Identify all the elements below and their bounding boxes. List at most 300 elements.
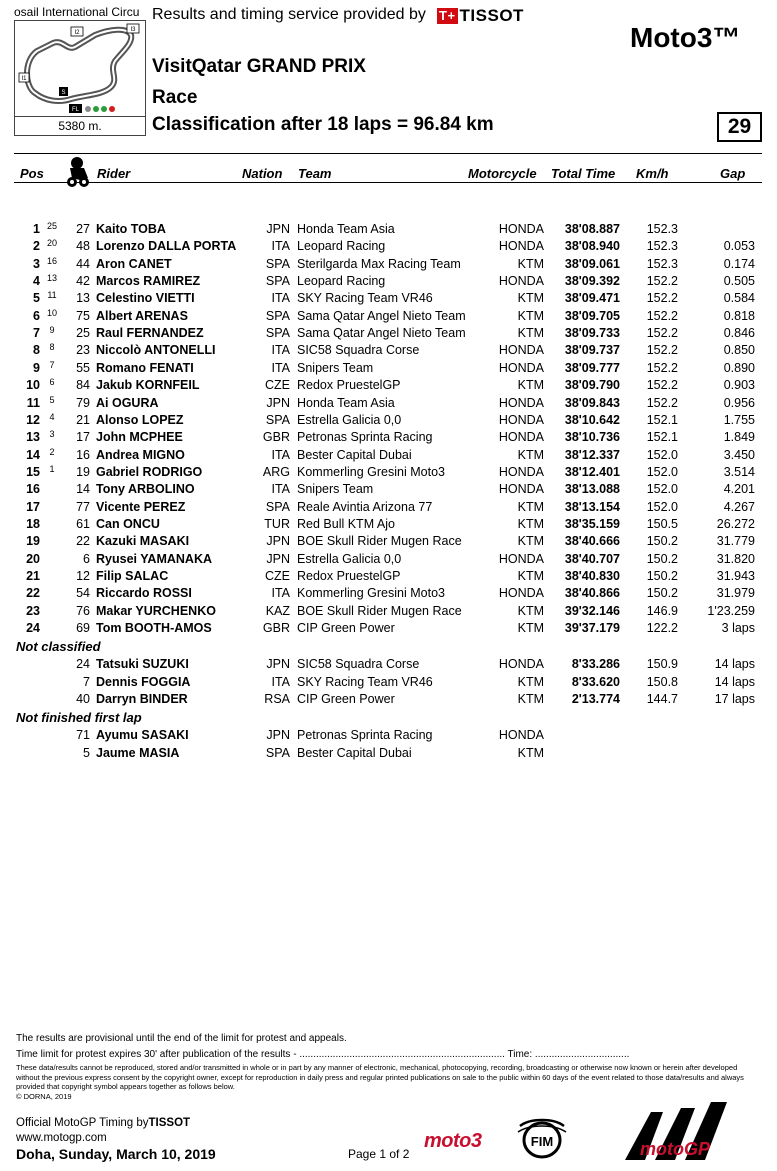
position: 12 (26, 412, 40, 427)
rider-number: 55 (76, 360, 90, 375)
speed-kmh: 122.2 (646, 621, 678, 636)
gap: 14 laps (714, 674, 755, 689)
team: SKY Racing Team VR46 (297, 291, 433, 306)
grid-position: 8 (49, 342, 55, 353)
nation: SPA (265, 745, 290, 760)
rider-number: 44 (76, 256, 90, 271)
position: 19 (26, 534, 40, 549)
nation: KAZ (265, 603, 290, 618)
circuit-length: 5380 m. (14, 117, 146, 136)
rider-name: Celestino VIETTI (96, 291, 195, 306)
col-rider: Rider (97, 166, 131, 181)
nation: JPN (266, 534, 290, 549)
team: Petronas Sprinta Racing (297, 430, 433, 445)
svg-text:FIM: FIM (530, 1134, 554, 1149)
gap: 3.450 (723, 447, 755, 462)
svg-text:motoGP: motoGP (640, 1139, 710, 1159)
position: 1 (33, 222, 40, 236)
motorcycle: KTM (517, 447, 544, 462)
nation: SPA (265, 274, 290, 289)
nation: SPA (265, 326, 290, 341)
not-finished-heading: Not finished first lap (16, 710, 142, 726)
team: Snipers Team (297, 360, 374, 375)
event-title: VisitQatar GRAND PRIX (152, 56, 366, 77)
team: Bester Capital Dubai (297, 745, 412, 760)
nation: ITA (271, 291, 290, 306)
gap: 0.053 (723, 239, 755, 254)
motorcycle: KTM (517, 326, 544, 341)
svg-text:I3: I3 (130, 27, 136, 33)
speed-kmh: 152.2 (646, 291, 678, 306)
motorcycle: KTM (517, 692, 544, 707)
motorcycle: HONDA (498, 343, 544, 358)
motogp-logo (615, 1100, 735, 1171)
speed-kmh: 150.8 (646, 674, 678, 689)
speed-kmh: 152.0 (646, 464, 678, 479)
grid-position: 11 (47, 290, 57, 301)
rider-number: 48 (76, 239, 90, 254)
rider-name: Filip SALAC (96, 569, 169, 583)
table-row (0, 585, 777, 602)
col-total-time: Total Time (551, 166, 616, 181)
position: 16 (26, 482, 40, 497)
speed-kmh: 152.2 (646, 395, 678, 410)
col-kmh: Km/h (636, 166, 669, 181)
grid-position: 3 (49, 429, 55, 440)
gap: 1.755 (723, 412, 755, 427)
rider-name: Lorenzo DALLA PORTA (96, 239, 237, 254)
nation: JPN (266, 728, 290, 743)
session-title: Race (152, 87, 198, 108)
rider-name: Jakub KORNFEIL (96, 378, 200, 393)
speed-kmh: 150.9 (646, 657, 678, 672)
position: 7 (33, 326, 40, 341)
svg-text:S: S (61, 90, 66, 96)
position: 24 (26, 621, 40, 636)
total-time: 38'09.392 (564, 274, 620, 289)
motorcycle: KTM (517, 621, 544, 636)
team: Reale Avintia Arizona 77 (297, 499, 433, 514)
total-time: 38'08.887 (564, 222, 620, 236)
nation: ITA (271, 239, 290, 254)
col-team: Team (298, 166, 332, 181)
rider-number: 40 (76, 692, 90, 707)
position: 14 (26, 447, 40, 462)
speed-kmh: 152.1 (646, 412, 678, 427)
speed-kmh: 152.2 (646, 326, 678, 341)
motorcycle: HONDA (498, 412, 544, 427)
team: BOE Skull Rider Mugen Race (297, 603, 462, 618)
table-row (0, 412, 777, 429)
total-time: 8'33.286 (571, 657, 620, 672)
table-row (0, 533, 777, 550)
table-row (0, 325, 777, 342)
speed-kmh: 150.2 (646, 586, 678, 601)
rider-number: 7 (83, 674, 90, 689)
team: SIC58 Squadra Corse (297, 657, 420, 672)
table-row (0, 674, 777, 691)
gap: 0.846 (723, 326, 755, 341)
gap: 3 laps (721, 621, 755, 636)
rider-name: Darryn BINDER (96, 692, 188, 707)
total-time: 38'09.843 (564, 395, 620, 410)
total-time: 38'40.666 (564, 534, 620, 549)
event-date: Doha, Sunday, March 10, 2019 (16, 1146, 216, 1162)
nation: RSA (264, 692, 290, 707)
nation: ITA (271, 360, 290, 375)
nation: SPA (265, 412, 290, 427)
speed-kmh: 150.5 (646, 516, 678, 531)
rider-name: Kaito TOBA (96, 222, 166, 236)
speed-kmh: 152.3 (646, 239, 678, 254)
table-row (0, 273, 777, 290)
total-time: 2'13.774 (571, 692, 620, 707)
tissot-cross-icon: T+ (439, 8, 456, 23)
speed-kmh: 150.2 (646, 569, 678, 583)
motorcycle: HONDA (498, 657, 544, 672)
rider-number: 22 (76, 534, 90, 549)
rider-name: Ryusei YAMANAKA (96, 551, 213, 566)
position: 9 (33, 360, 40, 375)
gap: 31.943 (716, 569, 755, 583)
rider-name: Tatsuki SUZUKI (96, 657, 189, 672)
speed-kmh: 152.2 (646, 274, 678, 289)
gap: 14 laps (714, 657, 755, 672)
table-row (0, 290, 777, 307)
total-time: 38'09.777 (564, 360, 620, 375)
motorcycle: HONDA (498, 222, 544, 236)
position: 6 (33, 308, 40, 323)
position: 17 (26, 499, 40, 514)
position: 10 (26, 378, 40, 393)
speed-kmh: 146.9 (646, 603, 678, 618)
motorcycle: HONDA (498, 430, 544, 445)
position: 2 (33, 239, 40, 254)
rider-name: John MCPHEE (96, 430, 183, 445)
team: Bester Capital Dubai (297, 447, 412, 462)
position: 5 (33, 291, 40, 306)
gap: 0.903 (723, 378, 755, 393)
table-row (0, 620, 777, 637)
position: 11 (26, 395, 40, 410)
table-row (0, 551, 777, 568)
team: CIP Green Power (297, 692, 395, 707)
table-row (0, 395, 777, 412)
grid-position: 4 (49, 411, 55, 422)
nation: JPN (266, 222, 290, 236)
motorcycle: HONDA (498, 239, 544, 254)
motorcycle: KTM (517, 499, 544, 514)
team: Kommerling Gresini Moto3 (297, 464, 445, 479)
total-time: 38'35.159 (564, 516, 620, 531)
rider-name: Riccardo ROSSI (96, 586, 192, 601)
rider-number: 6 (83, 551, 90, 566)
position: 20 (26, 551, 40, 566)
motorcycle: HONDA (498, 586, 544, 601)
total-time: 38'09.705 (564, 308, 620, 323)
speed-kmh: 152.0 (646, 447, 678, 462)
table-row (0, 342, 777, 359)
circuit-name: osail International Circu (14, 5, 140, 19)
nation: ARG (262, 464, 290, 479)
total-time: 38'40.866 (564, 586, 620, 601)
team: Leopard Racing (297, 239, 386, 254)
nation: CZE (265, 569, 290, 583)
rider-name: Kazuki MASAKI (96, 534, 190, 549)
speed-kmh: 152.3 (646, 222, 678, 236)
gap: 0.850 (723, 343, 755, 358)
gap: 17 laps (714, 692, 755, 707)
rider-name: Vicente PEREZ (96, 499, 186, 514)
speed-kmh: 152.0 (646, 482, 678, 497)
total-time: 38'09.790 (564, 378, 620, 393)
grid-position: 6 (49, 377, 55, 388)
svg-text:I2: I2 (74, 30, 80, 36)
rider-number: 54 (76, 586, 90, 601)
grid-position: 7 (49, 359, 55, 370)
copyright-notice: These data/results cannot be reproduced, stored and/or transmitted in whole or in part by any manner of electronic, mechanical, photocopying, recording, broadcasting or otherwise now known or herein after developed without the previous express consent by the copyright owner, except for reproduction in daily press and regular printed publications on sale to the public within 60 days of the event related to those data/results and always provided that copyright symbol appears together as follows below. © DORNA, 2019 (16, 1063, 744, 1101)
rider-number: 19 (76, 464, 90, 479)
table-row (0, 221, 777, 238)
table-row (0, 516, 777, 533)
rider-number: 76 (76, 603, 90, 618)
grid-position: 2 (49, 446, 55, 457)
protest-time-limit: Time limit for protest expires 30' after publication of the results - .......................................................................... Time: .................................. (16, 1049, 630, 1060)
total-time: 38'08.940 (564, 239, 620, 254)
grid-position: 25 (46, 221, 57, 231)
total-time: 38'12.401 (564, 464, 620, 479)
official-timing: Official MotoGP Timing byTISSOT (16, 1117, 191, 1129)
table-row (0, 360, 777, 377)
table-row (0, 656, 777, 673)
table-row (0, 256, 777, 273)
position: 3 (33, 256, 40, 271)
rider-number: 27 (76, 222, 90, 236)
motorcycle: KTM (517, 291, 544, 306)
col-nation: Nation (242, 166, 283, 181)
position: 15 (26, 464, 40, 479)
rider-name: Niccolò ANTONELLI (96, 343, 216, 358)
table-row (0, 568, 777, 585)
motorcycle: KTM (517, 674, 544, 689)
position: 23 (26, 603, 40, 618)
rider-name: Tom BOOTH-AMOS (96, 621, 212, 636)
fim-logo (516, 1116, 568, 1165)
nation: GBR (262, 430, 290, 445)
position: 4 (33, 274, 40, 289)
team: SIC58 Squadra Corse (297, 343, 420, 358)
speed-kmh: 152.2 (646, 308, 678, 323)
position: 8 (33, 343, 40, 358)
gap: 0.890 (723, 360, 755, 375)
rider-number: 21 (76, 412, 90, 427)
rider-number: 24 (76, 657, 90, 672)
motorcycle-rider-icon (62, 154, 92, 188)
grid-position: 13 (46, 273, 57, 284)
nation: GBR (262, 621, 290, 636)
gap: 1'23.259 (707, 603, 755, 618)
rider-number: 75 (76, 308, 90, 323)
website-link[interactable]: www.motogp.com (16, 1132, 107, 1144)
table-row (0, 429, 777, 446)
table-row (0, 499, 777, 516)
team: CIP Green Power (297, 621, 395, 636)
rider-number: 13 (76, 291, 90, 306)
nation: SPA (265, 499, 290, 514)
motorcycle: HONDA (498, 274, 544, 289)
rider-number: 69 (76, 621, 90, 636)
motorcycle: KTM (517, 569, 544, 583)
total-time: 38'09.061 (564, 256, 620, 271)
table-row (0, 745, 777, 762)
track-map-icon (15, 21, 145, 116)
motorcycle: HONDA (498, 728, 544, 743)
total-time: 38'09.737 (564, 343, 620, 358)
motorcycle: HONDA (498, 551, 544, 566)
table-row (0, 727, 777, 744)
gap: 31.979 (716, 586, 755, 601)
total-time: 38'09.733 (564, 326, 620, 341)
team: Estrella Galicia 0,0 (297, 412, 402, 427)
rider-number: 61 (76, 516, 90, 531)
rider-name: Romano FENATI (96, 360, 194, 375)
nation: JPN (266, 551, 290, 566)
total-time: 38'09.471 (564, 291, 620, 306)
circuit-map (14, 20, 146, 117)
table-row (0, 481, 777, 498)
nation: SPA (265, 256, 290, 271)
nation: JPN (266, 395, 290, 410)
rider-name: Ayumu SASAKI (96, 728, 189, 743)
grid-position: 1 (49, 463, 55, 474)
table-row (0, 377, 777, 394)
nation: SPA (265, 308, 290, 323)
total-time: 8'33.620 (571, 674, 620, 689)
grid-position: 20 (46, 238, 57, 249)
speed-kmh: 152.2 (646, 378, 678, 393)
table-row (0, 691, 777, 708)
gap: 0.174 (723, 256, 755, 271)
position: 18 (26, 516, 40, 531)
speed-kmh: 152.2 (646, 360, 678, 375)
motorcycle: HONDA (498, 464, 544, 479)
total-time: 38'13.088 (564, 482, 620, 497)
rider-name: Aron CANET (96, 256, 172, 271)
rider-name: Andrea MIGNO (96, 447, 185, 462)
team: Honda Team Asia (297, 222, 395, 236)
rider-number: 23 (76, 343, 90, 358)
col-motorcycle: Motorcycle (468, 166, 537, 181)
team: Petronas Sprinta Racing (297, 728, 433, 743)
rider-number: 84 (76, 378, 90, 393)
team: Sterilgarda Max Racing Team (297, 256, 461, 271)
nation: ITA (271, 586, 290, 601)
motorcycle: HONDA (498, 360, 544, 375)
page-number: Page 1 of 2 (348, 1147, 410, 1161)
rider-name: Marcos RAMIREZ (96, 274, 201, 289)
not-classified-heading: Not classified (16, 639, 101, 655)
team: BOE Skull Rider Mugen Race (297, 534, 462, 549)
team: Redox PruestelGP (297, 378, 401, 393)
nation: ITA (271, 447, 290, 462)
rider-number: 77 (76, 499, 90, 514)
gap: 3.514 (723, 464, 755, 479)
position: 22 (26, 586, 40, 601)
gap: 26.272 (716, 516, 755, 531)
nation: ITA (271, 674, 290, 689)
grid-position: 16 (46, 255, 57, 266)
gap: 0.818 (723, 308, 755, 323)
position: 21 (26, 569, 40, 583)
grid-position: 9 (49, 325, 55, 336)
table-row (0, 603, 777, 620)
rider-number: 5 (83, 745, 90, 760)
team: Honda Team Asia (297, 395, 395, 410)
motorcycle: KTM (517, 534, 544, 549)
provisional-note: The results are provisional until the end of the limit for protest and appeals. (16, 1033, 347, 1044)
rider-name: Dennis FOGGIA (96, 674, 191, 689)
rider-name: Jaume MASIA (96, 745, 180, 760)
table-row (0, 447, 777, 464)
motorcycle: KTM (517, 308, 544, 323)
class-title: Moto3™ (630, 22, 741, 53)
svg-text:FL: FL (71, 107, 80, 113)
rider-name: Gabriel RODRIGO (96, 464, 203, 479)
total-time: 38'10.736 (564, 430, 620, 445)
nation: CZE (265, 378, 290, 393)
tissot-logo: T+ TISSOT (439, 6, 524, 25)
team: Snipers Team (297, 482, 374, 497)
team: Kommerling Gresini Moto3 (297, 586, 445, 601)
total-time: 38'12.337 (564, 447, 620, 462)
gap: 4.267 (723, 499, 755, 514)
speed-kmh: 152.0 (646, 499, 678, 514)
gap: 1.849 (723, 430, 755, 445)
team: SKY Racing Team VR46 (297, 674, 433, 689)
motorcycle: HONDA (498, 395, 544, 410)
col-gap: Gap (720, 166, 746, 181)
speed-kmh: 150.2 (646, 551, 678, 566)
team: Redox PruestelGP (297, 569, 401, 583)
nation: TUR (264, 516, 290, 531)
speed-kmh: 144.7 (646, 692, 678, 707)
gap: 4.201 (723, 482, 755, 497)
page-badge: 29 (717, 112, 762, 142)
team: Estrella Galicia 0,0 (297, 551, 402, 566)
total-time: 38'13.154 (564, 499, 620, 514)
timing-service-text: Results and timing service provided by (152, 6, 426, 23)
rider-number: 16 (76, 447, 90, 462)
column-header (14, 153, 762, 183)
speed-kmh: 152.1 (646, 430, 678, 445)
nation: ITA (271, 482, 290, 497)
gap: 0.956 (723, 395, 755, 410)
speed-kmh: 152.3 (646, 256, 678, 271)
rider-name: Raul FERNANDEZ (96, 326, 204, 341)
motorcycle: KTM (517, 603, 544, 618)
rider-name: Ai OGURA (96, 395, 159, 410)
motorcycle: KTM (517, 516, 544, 531)
nation: ITA (271, 343, 290, 358)
rider-number: 25 (76, 326, 90, 341)
svg-text:I1: I1 (21, 76, 27, 82)
total-time: 38'40.830 (564, 569, 620, 583)
team: Sama Qatar Angel Nieto Team (297, 326, 466, 341)
gap: 0.584 (723, 291, 755, 306)
table-row (0, 308, 777, 325)
grid-position: 10 (46, 307, 57, 318)
rider-number: 79 (76, 395, 90, 410)
